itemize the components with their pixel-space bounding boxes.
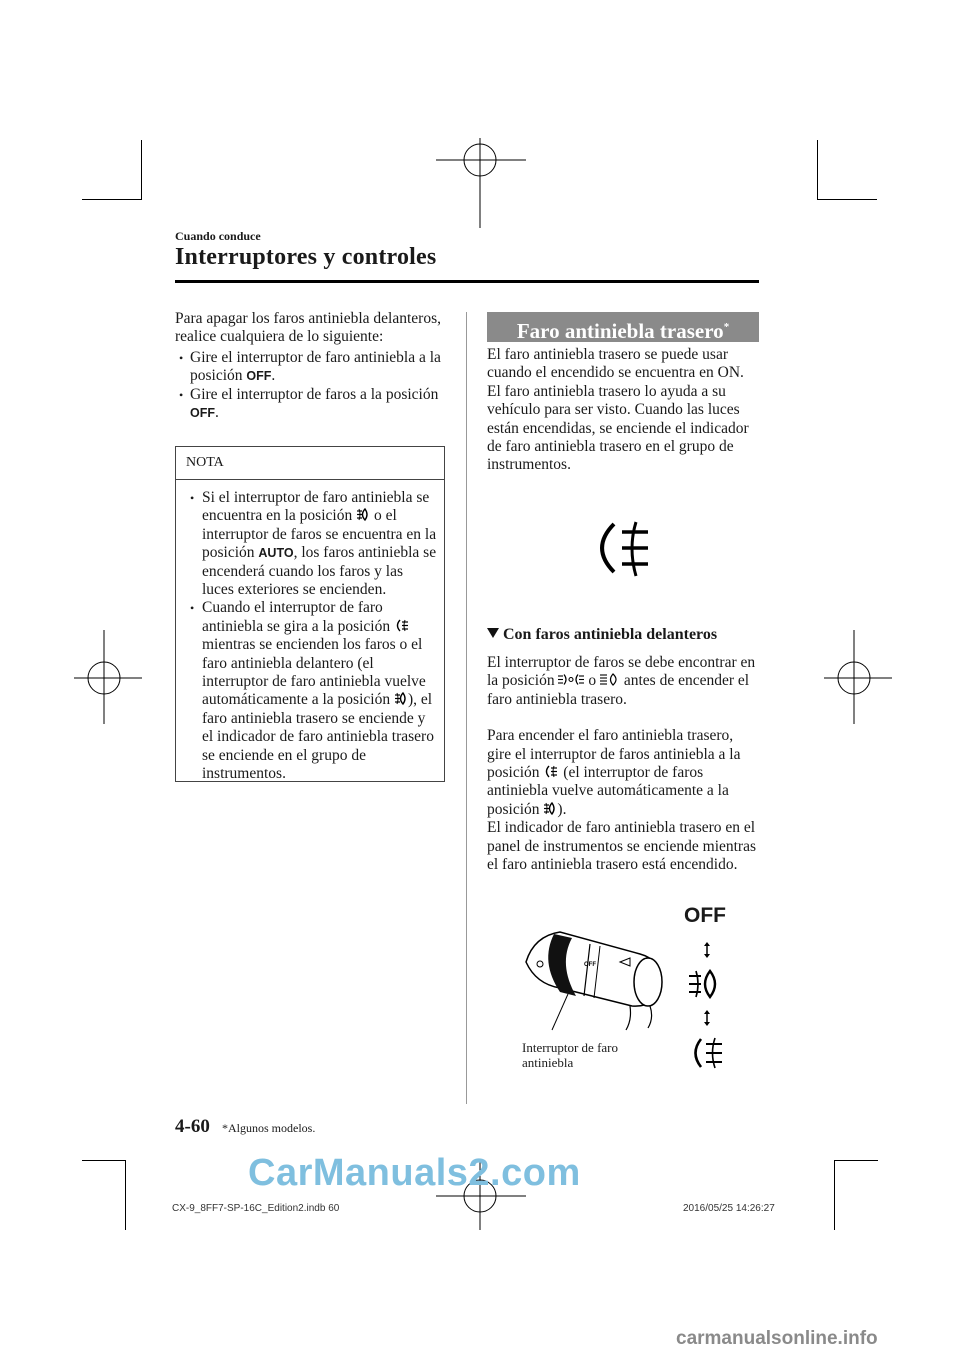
parking-lights-icon — [558, 673, 584, 686]
front-fog-lamp-icon — [356, 507, 370, 522]
rear-fog-lamp-icon — [543, 764, 559, 779]
paragraph: El indicador de faro antiniebla trasero en el panel de instrumentos se enciende mientras el faro antiniebla trasero está encendido. — [487, 819, 757, 874]
note-text: o el interruptor de faros se encuentra en la posición — [202, 507, 437, 562]
page-title: Interruptores y controles — [175, 244, 437, 270]
paragraph-text: El interruptor de faros se debe encontrar en la posición — [487, 654, 756, 690]
triangle-marker-icon — [487, 628, 499, 638]
rear-fog-lamp-icon — [394, 618, 410, 633]
front-fog-lamp-icon — [688, 968, 722, 1000]
note-label: NOTA — [186, 455, 224, 470]
note-item — [186, 489, 438, 599]
footnote: *Algunos modelos. — [222, 1121, 316, 1135]
front-fog-lamp-icon — [543, 801, 557, 816]
note-text: Cuando el interruptor de faro antiniebla se gira a la posición — [202, 599, 394, 635]
paragraph: El faro antiniebla trasero se puede usar cuando el encendido se encuentra en ON. El faro antiniebla trasero lo ayuda a su vehículo para ser visto. Cuando las luces están encendidas, se enciende el indicador de faro antiniebla trasero en el grupo de instrumentos. — [487, 346, 749, 474]
caption-line: antiniebla — [522, 1055, 574, 1070]
svg-text:OFF: OFF — [584, 962, 596, 968]
left-column — [175, 310, 445, 422]
bullet-text: Gire el interruptor de faros a la posición — [190, 385, 439, 403]
note-box — [175, 446, 445, 782]
banner-asterisk: * — [723, 321, 730, 333]
registration-mark-top — [430, 120, 530, 230]
subheading — [487, 626, 717, 644]
headlight-icon — [600, 673, 620, 686]
section-banner — [487, 312, 759, 342]
column-divider — [466, 312, 467, 1104]
print-date-info: 2016/05/25 14:26:27 — [683, 1203, 775, 1214]
off-key-label: OFF — [246, 369, 272, 384]
note-item — [186, 599, 438, 783]
diagram-caption — [522, 1040, 672, 1070]
registration-mark-right — [820, 630, 900, 730]
watermark-logo[interactable]: CarManuals2.com — [248, 1152, 581, 1194]
off-label: OFF — [684, 904, 726, 927]
note-header — [176, 447, 444, 480]
off-key-label: OFF — [190, 406, 215, 421]
paragraph — [487, 727, 759, 819]
paragraph-text: (el interruptor de faros antiniebla vuelve automáticamente a la posición — [487, 764, 729, 818]
bullet-text-end: . — [271, 367, 276, 385]
double-arrow-icon — [702, 942, 712, 958]
auto-key-label: AUTO — [258, 546, 294, 561]
double-arrow-icon — [702, 1010, 712, 1026]
paragraph-text: ). — [557, 800, 567, 818]
registration-mark-left — [70, 630, 160, 730]
note-text: Si el interruptor de faro antiniebla se encuentra en la posición — [202, 489, 430, 525]
page-number: 4-60 — [175, 1116, 210, 1137]
right-column-body — [487, 654, 759, 874]
caption-line: Interruptor de faro — [522, 1040, 619, 1055]
paragraph-text: o — [584, 672, 600, 690]
bullet-text-end: . — [215, 404, 219, 422]
print-file-info: CX-9_8FF7-SP-16C_Edition2.indb 60 — [172, 1203, 340, 1214]
section-category: Cuando conduce — [175, 229, 261, 243]
rear-fog-lamp-icon — [688, 1036, 726, 1070]
note-text: , los faros antiniebla se encenderá cuando los faros y las luces exteriores se encienden. — [202, 544, 437, 599]
paragraph — [487, 654, 759, 709]
banner-title: Faro antiniebla trasero — [516, 319, 724, 343]
front-fog-lamp-icon — [394, 691, 408, 706]
fog-switch-diagram — [520, 922, 670, 1032]
watermark-site[interactable]: carmanualsonline.info — [676, 1328, 878, 1349]
intro-paragraph: Para apagar los faros antiniebla delanteros, realice cualquiera de lo siguiente: — [175, 310, 441, 346]
rear-fog-indicator-icon — [592, 518, 656, 580]
bullet-text: Gire el interruptor de faro antiniebla a la posición — [190, 348, 441, 385]
subheading-text: Con faros antiniebla delanteros — [503, 626, 718, 643]
note-text: mientras se encienden los faros o el faro antiniebla delantero (el interruptor de faro antiniebla vuelve automáticamente a la posición — [202, 636, 426, 709]
paragraph-text: antes de encender el faro antiniebla trasero. — [487, 672, 750, 708]
note-text: ), el faro antiniebla trasero se enciende y el indicador de faro antiniebla trasero se enciende en el grupo de instrumentos. — [202, 691, 434, 783]
right-column-intro — [487, 346, 759, 475]
list-item — [175, 386, 445, 423]
note-body — [186, 489, 438, 784]
paragraph-text: Para encender el faro antiniebla trasero, gire el interruptor de faros antiniebla a la posición — [487, 727, 741, 782]
list-item — [175, 349, 445, 386]
header-rule — [175, 280, 759, 283]
